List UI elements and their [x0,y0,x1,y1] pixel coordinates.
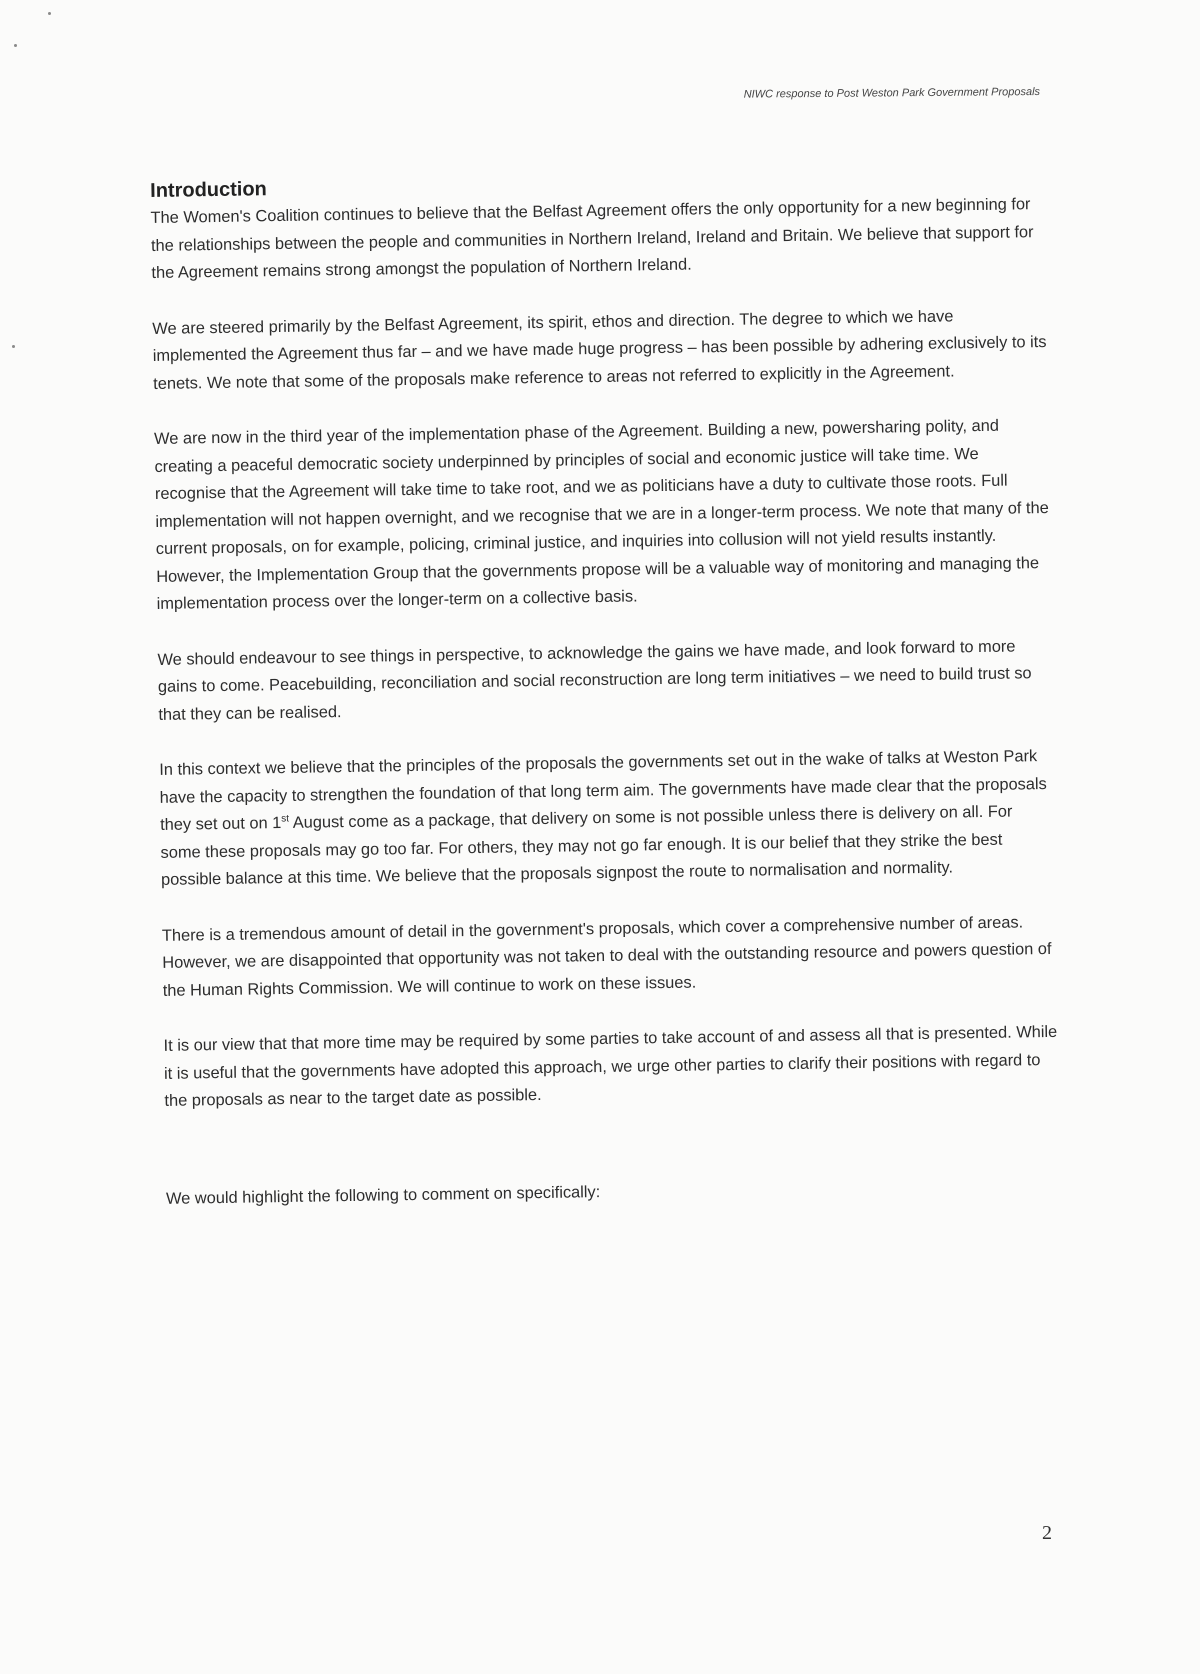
running-header: NIWC response to Post Weston Park Government Proposals [743,86,1041,101]
paragraph-2: We are steered primarily by the Belfast Agreement, its spirit, ethos and direction. The degree to which we have implemented the Agreement thus far – and we have made huge progress – has been possible by adhering exclusively to its tenets. We note that some of the proposals make reference to areas not referred to explicitly in the Agreement. [152,306,1047,393]
document-body [150,166,1061,1213]
scan-speck [48,12,51,15]
paragraph-5: In this context we believe that the principles of the proposals the governments set out in the wake of talks at Weston Park have the capacity to strengthen the foundation of that long term aim. The governments have made clear that the proposals they set out on 1st August come as a package, that delivery on some is not possible unless there is delivery on all. For some these proposals may go too far. For others, they may not go far enough. It is our belief that they strike the best possible balance at this time. We believe that the proposals signpost the route to normalisation and normality. [159,747,1047,889]
scan-speck [14,44,17,47]
page-number: 2 [1042,1522,1052,1544]
paragraph-7: It is our view that that more time may be required by some parties to take account of and assess all that is presented. While it is useful that the governments have adopted this approach, we urge other parties to clarify their positions with regard to the proposals as near to the target date as possible. [163,1022,1058,1110]
closing-line: We would highlight the following to comment on specifically: [165,1182,601,1208]
ordinal-suffix: st [281,813,290,825]
paragraph-4: We should endeavour to see things in perspective, to acknowledge the gains we have made, and look forward to more gains to come. Peacebuilding, reconciliation and social reconstruction are long term initiatives – we need to build trust so that they can be realised. [157,636,1032,724]
paragraph-1: The Women's Coalition continues to believe that the Belfast Agreement offers the only opportunity for a new beginning for the relationships between the people and communities in Northern Ireland, Ireland and Britain. We believe that support for the Agreement remains strong amongst the population of Northern Ireland. [150,195,1034,282]
section-heading: Introduction [150,178,267,202]
paragraph-3: We are now in the third year of the implementation phase of the Agreement. Building a new, powersharing polity, and creating a peaceful democratic society underpinned by principles of social and economic justice will take time. We recognise that the Agreement will take time to take root, and we as politicians have a duty to cultivate those roots. Full implementation will not happen overnight, and we recognise that we are in a longer-term process. We note that many of the current proposals, on for example, policing, criminal justice, and inquiries into collusion will not yield results instantly. However, the Implementation Group that the governments propose will be a valuable way of monitoring and managing the implementation process over the longer-term on a collective basis. [153,416,1049,613]
paragraph-6: There is a tremendous amount of detail in the government's proposals, which cover a comprehensive number of areas. However, we are disappointed that opportunity was not taken to deal with the outstanding resource and powers question of the Human Rights Commission. We will continue to work on these issues. [161,912,1052,1000]
scan-speck [12,345,15,348]
